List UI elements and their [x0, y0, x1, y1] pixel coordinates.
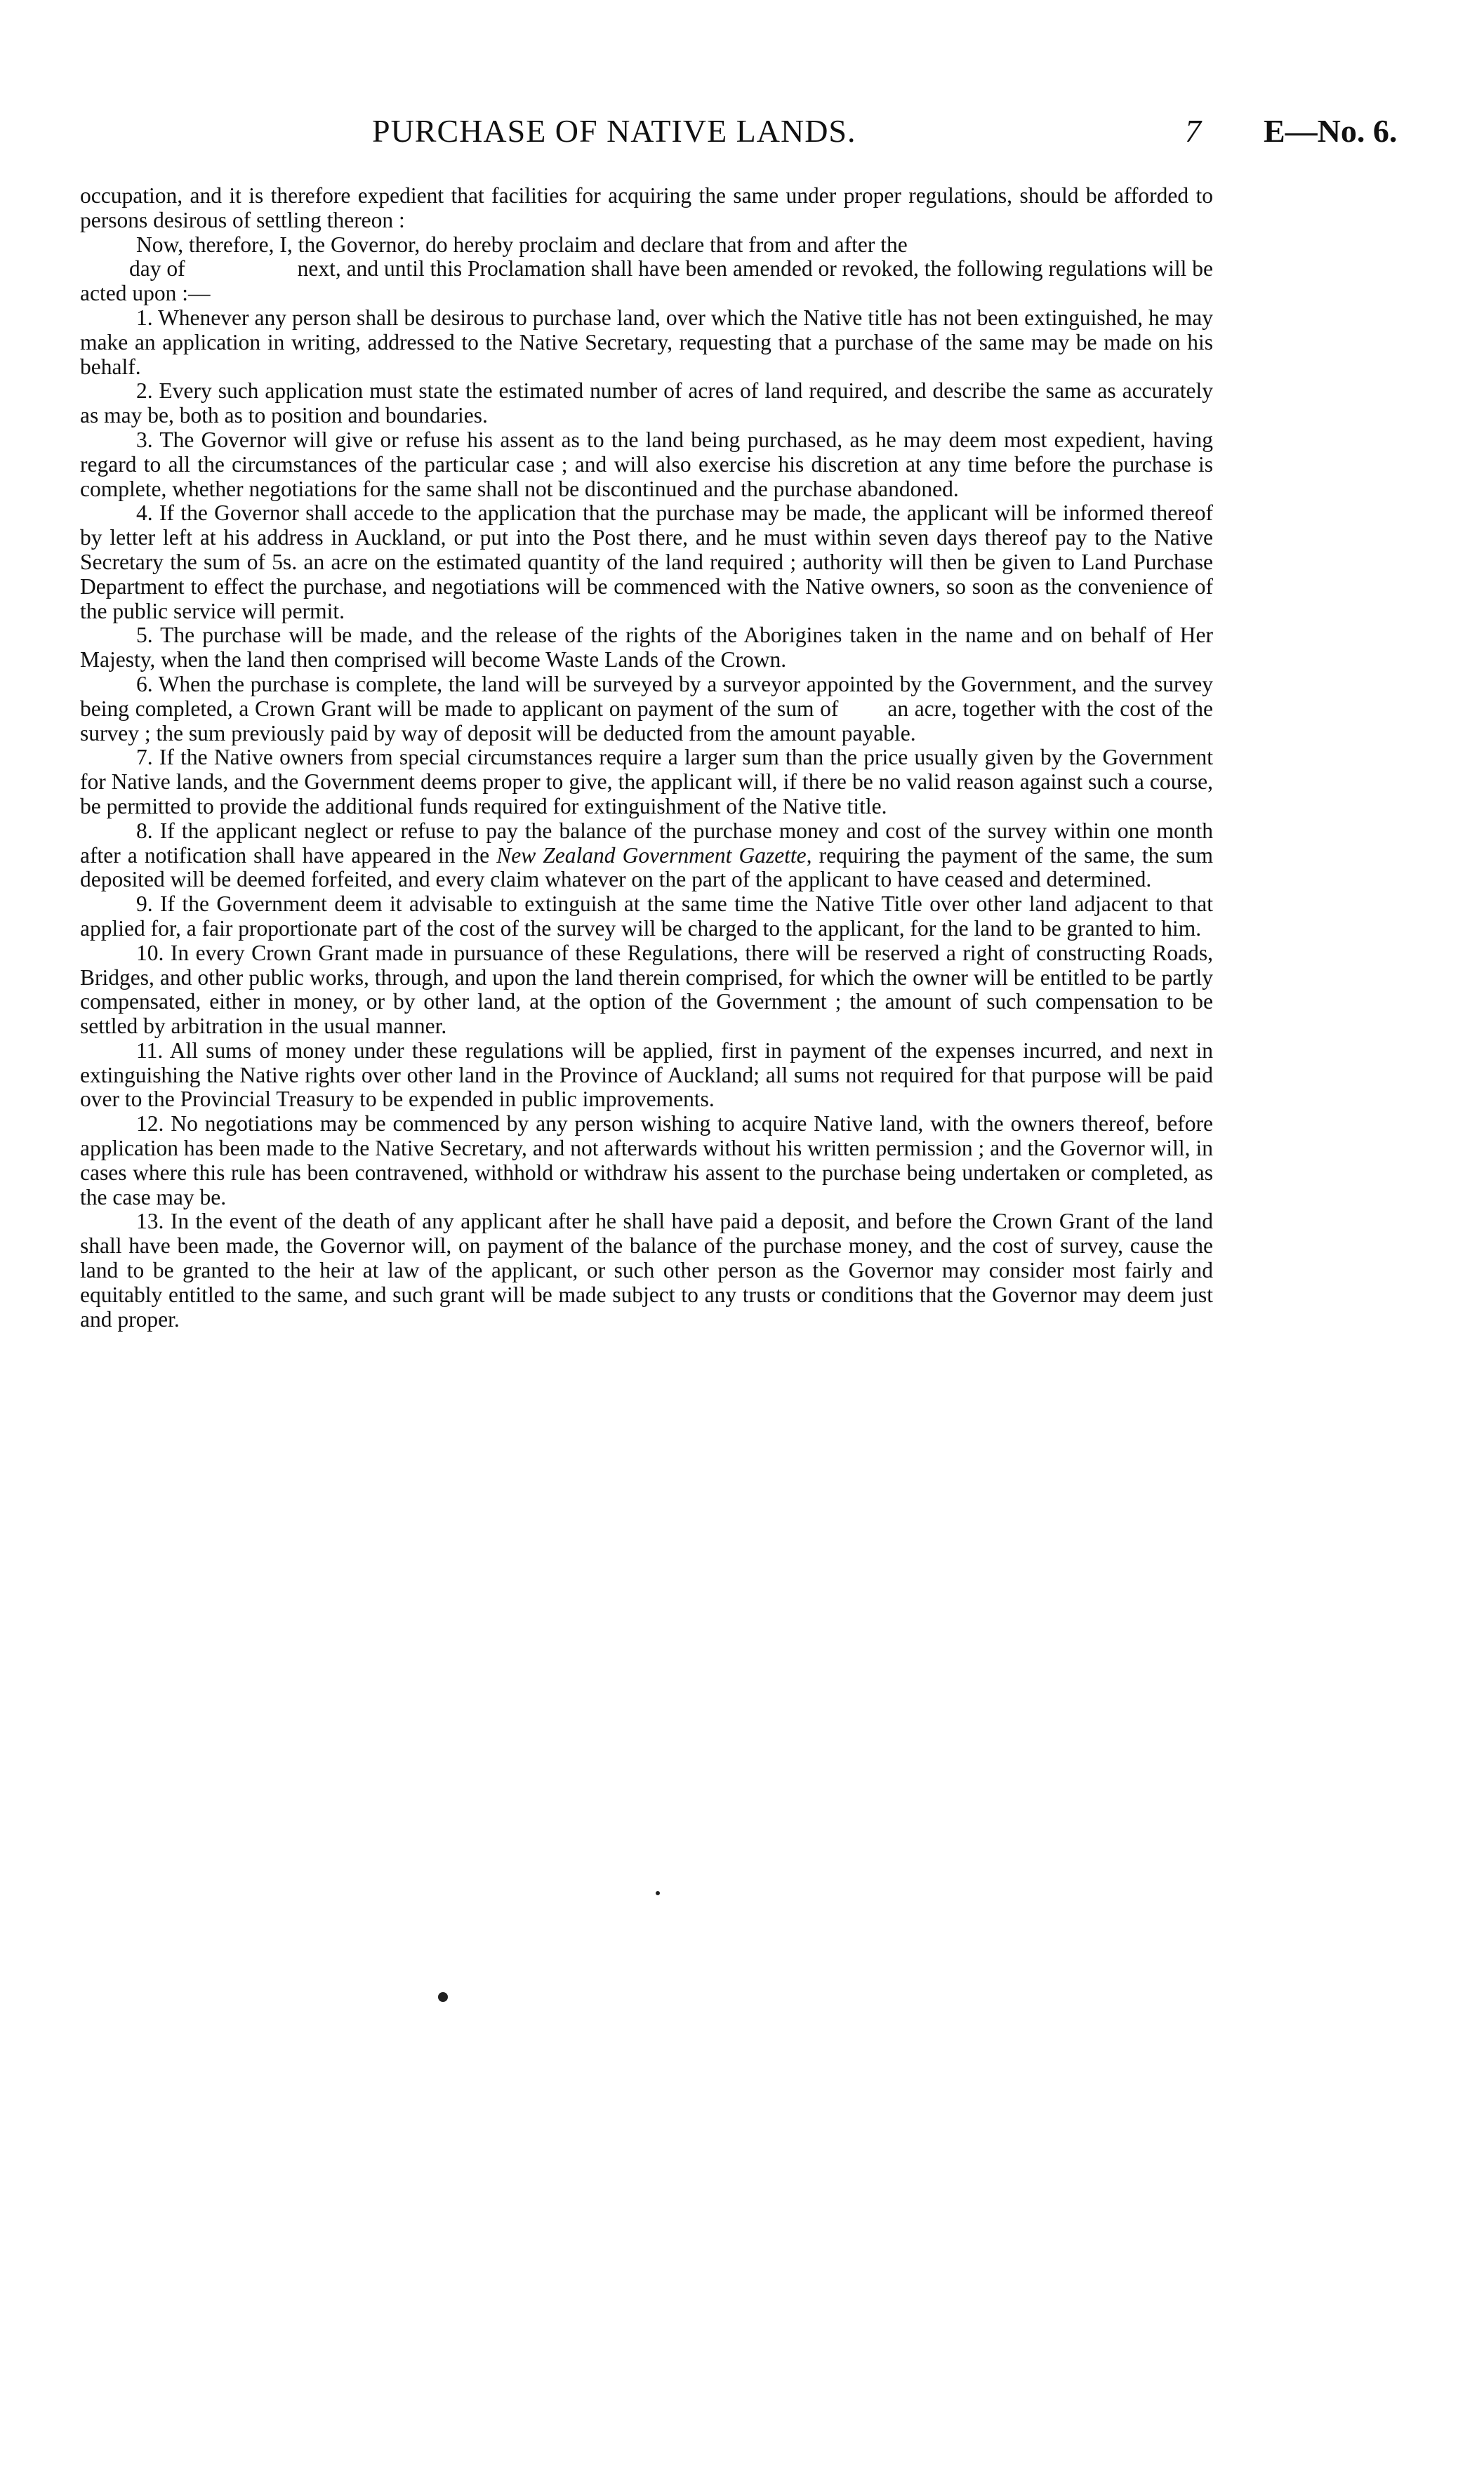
proclamation-rest: next, and until this Proclamation shall have been amended or revoked, the following regulations will be acted upon :— [80, 256, 1213, 306]
regulation-4: 4. If the Governor shall accede to the application that the purchase may be made, the applicant will be informed thereof by letter left at his address in Auckland, or put into the Post there, and he must within seven days thereof pay to the Native Secretary the sum of 5s. an acre on the estimated quantity of the land required ; authority will then be given to Land Purchase Department to effect the purchase, and negotiations will be commenced with the Native owners, so soon as the convenience of the public service will permit. [80, 500, 1213, 623]
regulation-8-after: requiring the payment of the same, the sum deposited will be deemed forfeited, and every claim whatever on the part of the applicant to have ceased and determined. [80, 842, 1213, 892]
running-title: PURCHASE OF NATIVE LANDS. [372, 113, 856, 149]
regulation-9: 9. If the Government deem it advisable to extinguish at the same time the Native Title over other land adjacent to that applied for, a fair proportionate part of the cost of the survey will be charged to the applicant, for the land to be granted to him. [80, 891, 1213, 941]
proclamation-day: day of [129, 256, 185, 281]
regulation-6-before: 6. When the purchase is complete, the land will be surveyed by a surveyor appointed by the Government, and the survey being completed, a Crown Grant will be made to applicant on payment of the sum of [80, 671, 1213, 721]
regulation-7: 7. If the Native owners from special circumstances require a larger sum than the price usually given by the Government for Native lands, and the Government deems proper to give, the applicant will, if there be no valid reason against such a course, be permitted to provide the additional funds required for extinguishment of the Native title. [80, 745, 1213, 818]
ink-blot [438, 1992, 448, 2002]
document-reference: E—No. 6. [1264, 113, 1398, 149]
gazette-title: New Zealand Government Gazette, [496, 842, 812, 868]
regulation-1: 1. Whenever any person shall be desirous to purchase land, over which the Native title has not been extinguished, he may make an application in writing, addressed to the Native Secretary, requesting that a purchase of the same may be made on his behalf. [80, 305, 1213, 379]
regulation-6 [80, 672, 1213, 745]
regulation-8 [80, 819, 1213, 892]
regulation-5: 5. The purchase will be made, and the release of the rights of the Aborigines taken in the name and on behalf of Her Majesty, when the land then comprised will become Waste Lands of the Crown. [80, 623, 1213, 672]
intro-continuation: occupation, and it is therefore expedient that facilities for acquiring the same under proper regulations, should be afforded to persons desirous of settling thereon : [80, 183, 1213, 232]
regulation-11: 11. All sums of money under these regulations will be applied, first in payment of the expenses incurred, and next in extinguishing the Native rights over other land in the Province of Auckland; all sums not required for that purpose will be paid over to the Provincial Treasury to be expended in public improvements. [80, 1037, 1213, 1112]
proclamation-start: Now, therefore, I, the Governor, do hereby proclaim and declare that from and after the [136, 232, 908, 257]
regulation-13: 13. In the event of the death of any applicant after he shall have paid a deposit, and before the Crown Grant of the land shall have been made, the Governor will, on payment of the balance of the purchase money, and the cost of survey, cause the land to be granted to the heir at law of the applicant, or such other person as the Governor may consider most fairly and equitably entitled to the same, and such grant will be made subject to any trusts or conditions that the Governor may deem just and proper. [80, 1209, 1213, 1332]
regulation-2: 2. Every such application must state the estimated number of acres of land required, and describe the same as accurately as may be, both as to position and boundaries. [80, 378, 1213, 428]
regulation-6-after: an acre, together with the cost of the survey ; the sum previously paid by way of deposit will be deducted from the amount payable. [80, 696, 1213, 745]
document-body [80, 184, 1213, 1332]
regulation-8-before: 8. If the applicant neglect or refuse to pay the balance of the purchase money and cost of the survey within one month after a notification shall have appeared in the [80, 818, 1213, 868]
regulation-3: 3. The Governor will give or refuse his assent as to the land being purchased, as he may deem most expedient, having regard to all the circumstances of the particular case ; and will also exercise his discretion at any time before the purchase is complete, whether negotiations for the same shall not be discontinued and the purchase abandoned. [80, 427, 1213, 501]
page-number: 7 [1185, 113, 1201, 149]
regulation-12: 12. No negotiations may be commenced by any person wishing to acquire Native land, with the owners thereof, before application has been made to the Native Secretary, and not afterwards without his written permission ; and the Governor will, in cases where this rule has been contravened, withhold or withdraw his assent to the purchase being undertaken or completed, as the case may be. [80, 1111, 1213, 1209]
proclamation-paragraph [80, 233, 1213, 306]
ink-speck [656, 1891, 660, 1895]
regulation-10: 10. In every Crown Grant made in pursuance of these Regulations, there will be reserved a right of constructing Roads, Bridges, and other public works, through, and upon the land therein comprised, for which the owner will be entitled to be partly compensated, either in money, or by other land, at the option of the Government ; the amount of such compensation to be settled by arbitration in the usual manner. [80, 940, 1213, 1039]
page-header [0, 112, 1484, 161]
